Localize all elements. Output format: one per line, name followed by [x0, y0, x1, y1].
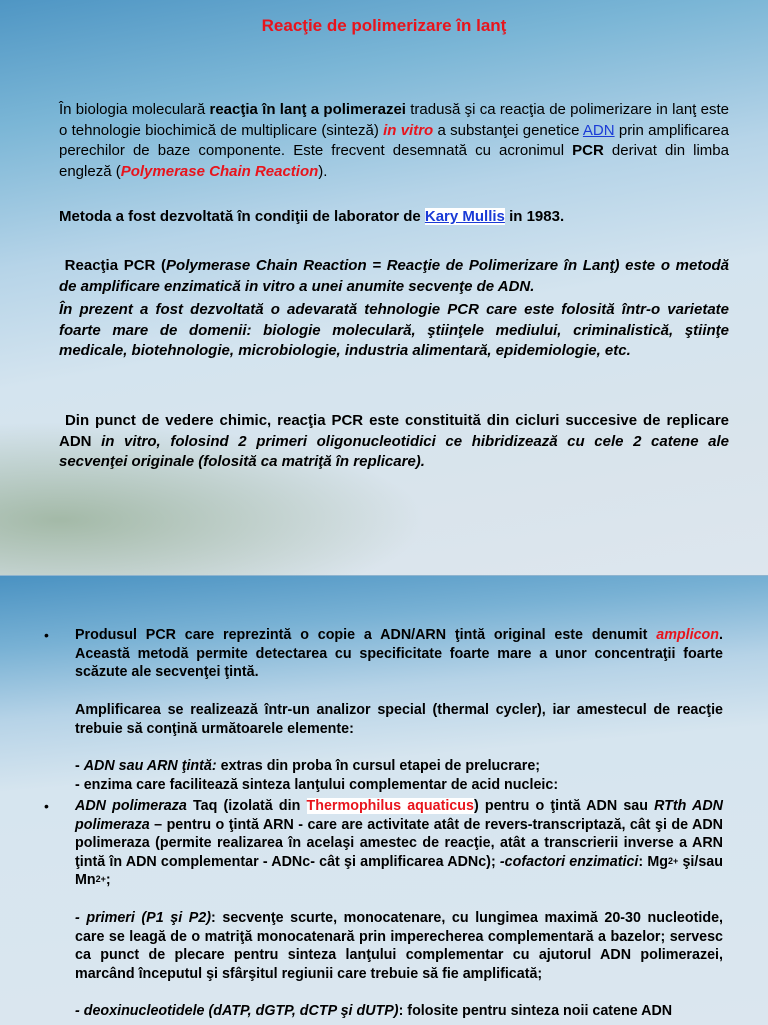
link-kary-mullis[interactable]: Kary Mullis: [424, 208, 505, 225]
link-adn[interactable]: ADN: [582, 121, 615, 139]
item-target-dna: - ADN sau ARN ţintă: extras din proba în cursul etapei de prelucrare;: [75, 758, 541, 774]
slide-title: Reacţie de polimerizare în lanţ: [261, 16, 507, 35]
item-enzyme: - enzima care facilitează sinteza lanţului complementar de acid nucleic:: [75, 777, 559, 793]
slide-2: [0, 575, 768, 1025]
bullet-marker: •: [44, 798, 49, 814]
item-primers: - primeri (P1 şi P2): secvenţe scurte, monocatenare, cu lungimea maximă 20-30 nucleotide, care se leagă de o matriţă monocatenară prin imperecherea complementară a bazelor; servesc ca punct de plecare pentru sinteza lanţului complementar cu ajutorul ADN polimerazei, marcând începutul şi sfârşitul regiunii care trebuie să fie amplificată;: [75, 910, 723, 982]
chemistry-paragraph: Din punct de vedere chimic, reacţia PCR este constituită din cicluri succesive de replicare ADN in vitro, folosind 2 primeri oligonucleotidici ce hibridizează cu cele 2 catene ale secvenţei originale (folosită ca matriţă în replicare).: [59, 412, 729, 470]
mullis-paragraph: Metoda a fost dezvoltată în condiţii de laborator de Kary Mullis in 1983.: [59, 208, 565, 225]
bullet-marker: •: [44, 627, 49, 643]
amplification-paragraph: Amplificarea se realizează într-un analizor special (thermal cycler), iar amestecul de reacţie trebuie să conţină următoarele elemente:: [75, 702, 723, 737]
amplicon-paragraph: Produsul PCR care reprezintă o copie a ADN/ARN ţintă original este denumit amplicon. Această metodă permite detectarea cu specificitate foarte mare a unor concentraţii foarte scăzute ale secvenţei ţintă.: [75, 627, 723, 681]
item-deoxynucleotides: - deoxinucleotidele (dATP, dGTP, dCTP şi dUTP): folosite pentru sinteza noii catene ADN: [75, 1003, 673, 1019]
intro-paragraph: În biologia moleculară reacţia în lanţ a polimerazei tradusă şi ca reacţia de polimerizare in lanţ este o tehnologie biochimică de multiplicare (sinteză) in vitro a substanţei genetice ADN prin amplificarea perechilor de baze componente. Este frecvent desemnată cu acronimul PCR derivat din limba engleză (Polymerase Chain Reaction).: [59, 101, 729, 180]
polymerase-paragraph: ADN polimeraza Taq (izolată din Thermophilus aquaticus) pentru o ţintă ADN sau RTth ADN polimeraza – pentru o ţintă ARN - care are activitate atât de revers-transcriptază, cât şi de ADN polimeraza (permite realizarea în acelaşi amestec de reacţie, atât a transcrierii inverse a ARN ţintă în ADN complementar - ADNc- cât şi amplificarea ADNc); -cofactori enzimatici: $Mg^{2+}$ şi/sau $Mn^{2+}$;: [75, 798, 724, 889]
pcr-definition-paragraph: Reacţia PCR (Polymerase Chain Reaction = Reacţie de Polimerizare în Lanţ) este o metodă de amplificare enzimatică in vitro a unei anumite secvenţe de ADN.: [59, 257, 729, 295]
domains-paragraph: În prezent a fost dezvoltată o adevarată tehnologie PCR care este folosită într-o varietate foarte mare de domenii: biologie moleculară, ştiinţele mediului, criminalistică, ştiinţe medicale, biotehnologie, microbiologie, industria alimentară, epidemiologie, etc.: [59, 301, 729, 359]
